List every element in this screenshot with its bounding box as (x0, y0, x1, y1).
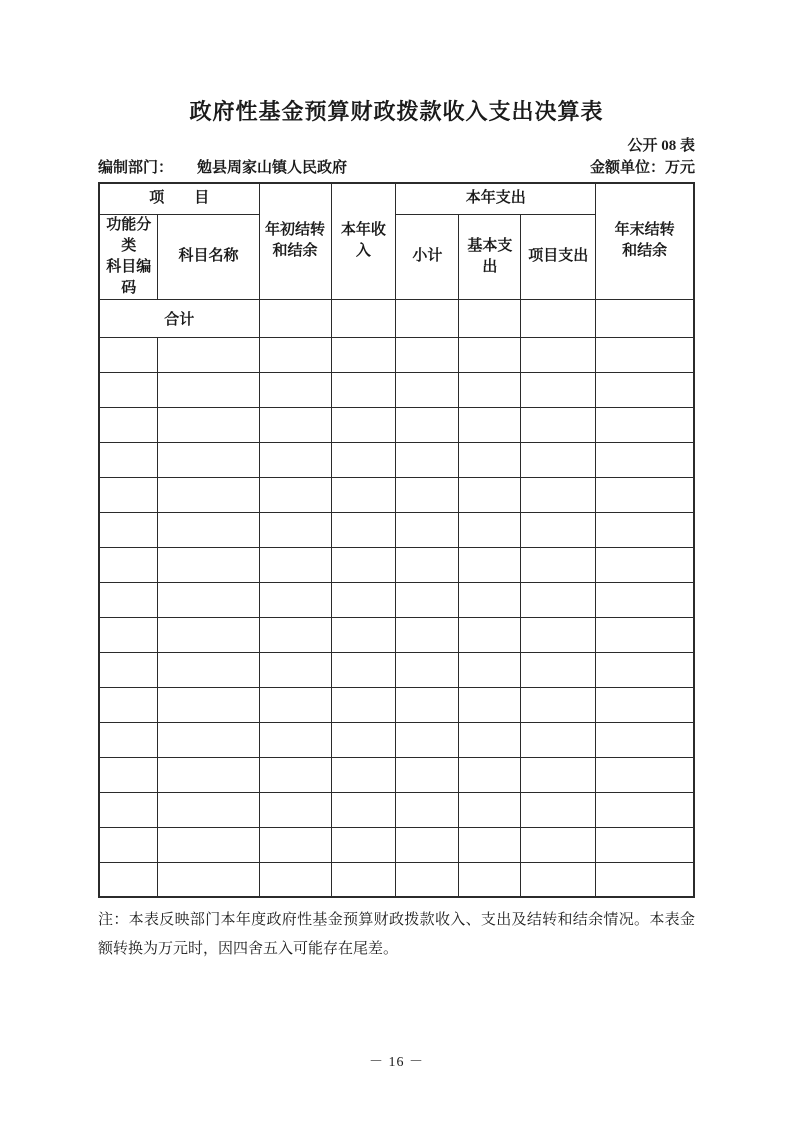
empty-cell (396, 687, 459, 722)
empty-cell (331, 582, 396, 617)
header-current-year-income: 本年收入 (331, 183, 396, 299)
empty-cell (596, 442, 694, 477)
empty-cell (396, 407, 459, 442)
empty-cell (596, 372, 694, 407)
empty-cell (596, 617, 694, 652)
empty-cell (596, 757, 694, 792)
empty-cell (521, 617, 596, 652)
header-subtotal: 小计 (396, 214, 459, 299)
empty-cell (521, 582, 596, 617)
empty-cell (521, 652, 596, 687)
empty-cell (331, 617, 396, 652)
empty-cell (99, 477, 158, 512)
empty-cell (459, 652, 521, 687)
empty-cell (259, 547, 331, 582)
empty-cell (396, 512, 459, 547)
empty-cell (331, 792, 396, 827)
empty-cell (521, 407, 596, 442)
table-row (99, 792, 694, 827)
empty-cell (521, 512, 596, 547)
table-row (99, 477, 694, 512)
empty-cell (331, 862, 396, 897)
total-value-cell (596, 299, 694, 337)
empty-cell (521, 372, 596, 407)
empty-cell (396, 372, 459, 407)
empty-cell (331, 442, 396, 477)
empty-cell (99, 512, 158, 547)
empty-cell (99, 547, 158, 582)
empty-cell (396, 827, 459, 862)
header-row-1 (99, 183, 694, 214)
empty-cell (259, 617, 331, 652)
table-row (99, 442, 694, 477)
table-row (99, 547, 694, 582)
header-current-year-expenditure: 本年支出 (396, 183, 596, 214)
empty-cell (331, 372, 396, 407)
empty-cell (259, 792, 331, 827)
empty-cell (596, 582, 694, 617)
empty-cell (259, 757, 331, 792)
empty-cell (158, 757, 259, 792)
empty-cell (331, 337, 396, 372)
empty-cell (596, 337, 694, 372)
page-content (98, 0, 695, 1072)
empty-cell (459, 687, 521, 722)
empty-cell (459, 617, 521, 652)
table-row (99, 512, 694, 547)
header-opening-balance: 年初结转 和结余 (259, 183, 331, 299)
empty-cell (396, 337, 459, 372)
empty-cell (396, 477, 459, 512)
empty-cell (396, 757, 459, 792)
empty-cell (459, 722, 521, 757)
empty-cell (99, 792, 158, 827)
empty-cell (99, 862, 158, 897)
prepared-by-label: 编制部门： (98, 160, 174, 176)
empty-cell (596, 477, 694, 512)
empty-cell (158, 337, 259, 372)
empty-cell (521, 757, 596, 792)
empty-cell (259, 827, 331, 862)
empty-cell (259, 722, 331, 757)
empty-cell (521, 827, 596, 862)
empty-cell (396, 617, 459, 652)
empty-cell (259, 687, 331, 722)
amount-unit: 金额单位：万元 (589, 160, 695, 176)
header-function-code: 功能分类 科目编码 (99, 214, 158, 299)
empty-cell (596, 862, 694, 897)
table-row (99, 722, 694, 757)
empty-cell (459, 407, 521, 442)
empty-cell (521, 477, 596, 512)
total-value-cell (521, 299, 596, 337)
table-body (99, 299, 694, 897)
table-row (99, 372, 694, 407)
total-value-cell (459, 299, 521, 337)
empty-cell (596, 407, 694, 442)
empty-cell (459, 862, 521, 897)
empty-cell (596, 512, 694, 547)
empty-cell (596, 687, 694, 722)
empty-cell (99, 687, 158, 722)
empty-cell (158, 722, 259, 757)
budget-table (98, 182, 695, 898)
page-number: － 16 － (369, 1055, 424, 1070)
empty-cell (99, 582, 158, 617)
empty-cell (459, 757, 521, 792)
header-project-expenditure: 项目支出 (521, 214, 596, 299)
table-row (99, 407, 694, 442)
table-row (99, 757, 694, 792)
empty-cell (99, 722, 158, 757)
table-row (99, 337, 694, 372)
empty-cell (596, 547, 694, 582)
empty-cell (521, 862, 596, 897)
empty-cell (99, 617, 158, 652)
prepared-by (98, 158, 347, 178)
table-row (99, 617, 694, 652)
empty-cell (521, 722, 596, 757)
empty-cell (158, 582, 259, 617)
empty-cell (521, 337, 596, 372)
empty-cell (259, 337, 331, 372)
empty-cell (158, 547, 259, 582)
empty-cell (596, 652, 694, 687)
table-row (99, 862, 694, 897)
empty-cell (259, 372, 331, 407)
empty-cell (521, 547, 596, 582)
header-basic-expenditure: 基本支出 (459, 214, 521, 299)
table-code: 公开 08 表 (627, 138, 695, 154)
empty-cell (459, 337, 521, 372)
empty-cell (158, 372, 259, 407)
table-row (99, 652, 694, 687)
empty-cell (596, 792, 694, 827)
empty-cell (331, 547, 396, 582)
empty-cell (396, 652, 459, 687)
empty-cell (259, 582, 331, 617)
header-subject-name: 科目名称 (158, 214, 259, 299)
empty-cell (99, 827, 158, 862)
empty-cell (99, 757, 158, 792)
empty-cell (331, 827, 396, 862)
total-label-cell: 合计 (99, 299, 259, 337)
empty-cell (331, 757, 396, 792)
empty-cell (459, 477, 521, 512)
empty-cell (521, 442, 596, 477)
empty-cell (396, 582, 459, 617)
empty-cell (521, 687, 596, 722)
header-project-group: 项 目 (99, 183, 259, 214)
empty-cell (259, 477, 331, 512)
empty-cell (99, 442, 158, 477)
empty-cell (459, 792, 521, 827)
empty-cell (459, 512, 521, 547)
empty-cell (459, 372, 521, 407)
empty-cell (331, 477, 396, 512)
empty-cell (259, 652, 331, 687)
empty-cell (99, 337, 158, 372)
empty-cell (396, 862, 459, 897)
empty-cell (396, 722, 459, 757)
empty-cell (459, 547, 521, 582)
empty-cell (331, 687, 396, 722)
total-row (99, 299, 694, 337)
empty-cell (259, 442, 331, 477)
empty-cell (396, 547, 459, 582)
empty-cell (596, 827, 694, 862)
meta-row (98, 158, 695, 178)
empty-cell (396, 442, 459, 477)
empty-cell (459, 827, 521, 862)
table-row (99, 687, 694, 722)
empty-cell (158, 827, 259, 862)
total-value-cell (259, 299, 331, 337)
empty-cell (259, 862, 331, 897)
empty-cell (331, 407, 396, 442)
empty-cell (158, 442, 259, 477)
page-title: 政府性基金预算财政拨款收入支出决算表 (189, 99, 604, 124)
footnote: 注：本表反映部门本年度政府性基金预算财政拨款收入、支出及结转和结余情况。本表金额转换为万元时，因四舍五入可能存在尾差。 (98, 912, 695, 957)
empty-cell (396, 792, 459, 827)
empty-cell (259, 512, 331, 547)
empty-cell (99, 652, 158, 687)
total-value-cell (396, 299, 459, 337)
empty-cell (158, 477, 259, 512)
table-row (99, 582, 694, 617)
empty-cell (158, 652, 259, 687)
total-value-cell (331, 299, 396, 337)
prepared-by-value: 勉县周家山镇人民政府 (197, 160, 348, 176)
empty-cell (158, 792, 259, 827)
empty-cell (158, 407, 259, 442)
empty-cell (459, 582, 521, 617)
empty-cell (459, 442, 521, 477)
header-closing-balance: 年末结转 和结余 (596, 183, 694, 299)
empty-cell (259, 407, 331, 442)
empty-cell (158, 687, 259, 722)
empty-cell (99, 407, 158, 442)
empty-cell (331, 512, 396, 547)
empty-cell (331, 652, 396, 687)
empty-cell (331, 722, 396, 757)
empty-cell (158, 862, 259, 897)
table-row (99, 827, 694, 862)
empty-cell (99, 372, 158, 407)
empty-cell (158, 512, 259, 547)
empty-cell (158, 617, 259, 652)
empty-cell (596, 722, 694, 757)
empty-cell (521, 792, 596, 827)
